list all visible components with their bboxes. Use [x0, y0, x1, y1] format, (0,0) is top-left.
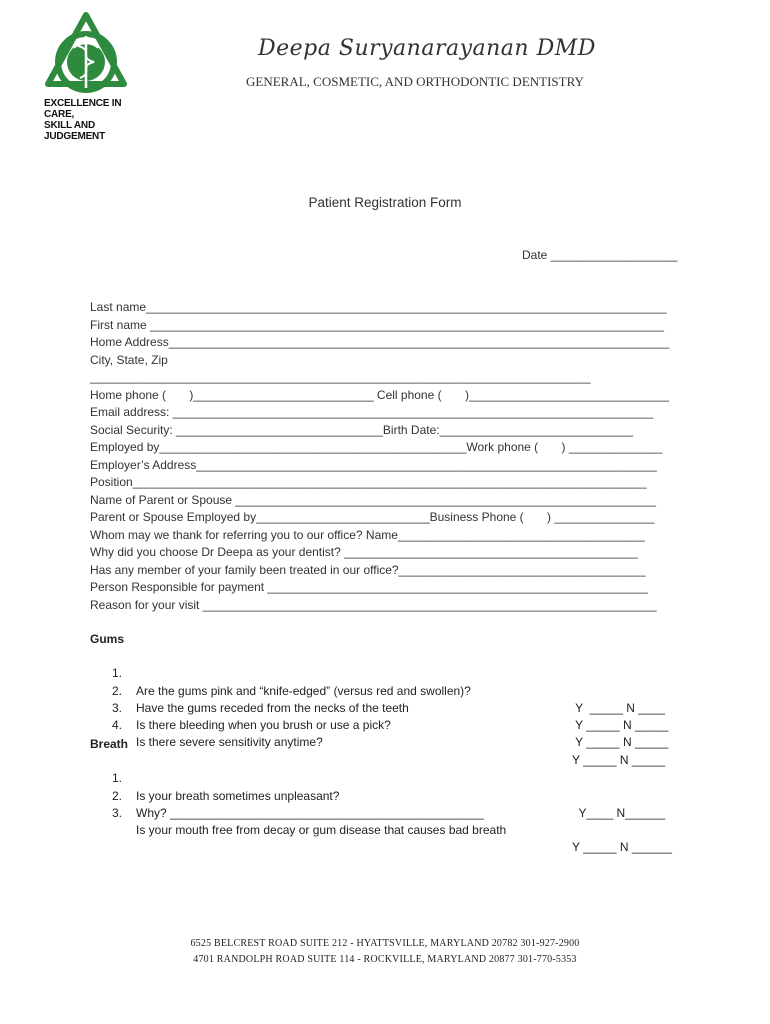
- question-text: Are the gums pink and “knife-edged” (versus red and swollen)?: [136, 683, 471, 698]
- doctor-name: Deepa Suryanarayanan DMD: [258, 36, 596, 61]
- address-line-hyattsville: 6525 BELCREST ROAD SUITE 212 - HYATTSVILLE, MARYLAND 20782 301-927-2900: [190, 938, 580, 949]
- first-name-field[interactable]: First name _____________________________________________________________________________: [90, 317, 664, 332]
- registration-fields: [90, 299, 669, 614]
- question-text: Is there severe sensitivity anytime?: [136, 735, 323, 750]
- employer-field[interactable]: Employed by______________________________________________Work phone ( ) ______________: [90, 440, 663, 454]
- address-line-rockville: 4701 RANDOLPH ROAD SUITE 114 - ROCKVILLE, MARYLAND 20877 301-770-5353: [193, 953, 577, 965]
- email-field[interactable]: Email address: ________________________________________________________________________: [90, 405, 654, 419]
- choice-reason-field[interactable]: Why did you choose Dr Deepa as your dentist? ____________________________________________: [90, 545, 638, 559]
- phone-field[interactable]: Home phone ( )___________________________ Cell phone ( )______________________________: [90, 387, 670, 402]
- yes-no-answer[interactable]: Y _____ N _____: [572, 718, 669, 733]
- yes-no-answer[interactable]: Y _____ N _____: [572, 735, 669, 750]
- form-title: Patient Registration Form: [308, 195, 462, 210]
- caduceus-logo-icon: [44, 12, 128, 98]
- last-name-field[interactable]: Last name______________________________________________________________________________: [90, 300, 667, 314]
- breath-title: Breath: [90, 737, 129, 751]
- referral-field[interactable]: Whom may we thank for referring you to our office? Name_____________________________________: [90, 527, 645, 542]
- logo-caption-line: EXCELLENCE IN CARE,: [44, 98, 122, 120]
- gums-title: Gums: [90, 632, 125, 646]
- question-text: Is your mouth free from decay or gum disease that causes bad breath: [136, 823, 507, 838]
- employer-address-field[interactable]: Employer’s Address_____________________________________________________________________: [90, 457, 657, 472]
- why-field[interactable]: Why? _______________________________________________: [136, 805, 484, 820]
- question-number: 2.: [112, 683, 123, 698]
- logo-caption: [44, 98, 154, 142]
- parent-spouse-employer-field[interactable]: Parent or Spouse Employed by__________________________Business Phone ( ) _______________: [90, 510, 655, 524]
- city-state-zip-label: City, State, Zip: [90, 352, 168, 367]
- question-number: 1.: [112, 771, 123, 786]
- yes-no-answer[interactable]: Y _____ N _____: [572, 752, 666, 767]
- family-treated-field[interactable]: Has any member of your family been treated in our office?_____________________________________: [90, 562, 646, 577]
- office-addresses: [0, 936, 770, 967]
- question-number: 1.: [112, 666, 123, 681]
- ssn-birthdate-field[interactable]: Social Security: _______________________________Birth Date:_____________________________: [90, 422, 634, 437]
- payment-responsible-field[interactable]: Person Responsible for payment _________________________________________________________: [90, 580, 648, 594]
- practice-type: GENERAL, COSMETIC, AND ORTHODONTIC DENTISTRY: [246, 74, 584, 89]
- city-state-zip-field[interactable]: ___________________________________________________________________________: [90, 370, 591, 384]
- question-number: 4.: [112, 718, 123, 733]
- question-number: 3.: [112, 700, 123, 715]
- yes-no-answer[interactable]: Y _____ N ____: [572, 700, 665, 715]
- yes-no-answer[interactable]: Y _____ N ______: [572, 840, 672, 855]
- question-text: Is your breath sometimes unpleasant?: [136, 788, 340, 803]
- breath-section: [90, 735, 680, 855]
- position-field[interactable]: Position_____________________________________________________________________________: [90, 475, 647, 489]
- practice-logo: [44, 12, 154, 142]
- question-text: Have the gums receded from the necks of the teeth: [136, 700, 409, 715]
- home-address-field[interactable]: Home Address___________________________________________________________________________: [90, 335, 670, 349]
- parent-spouse-name-field[interactable]: Name of Parent or Spouse _______________________________________________________________: [90, 492, 656, 507]
- question-number: 3.: [112, 805, 123, 820]
- logo-caption-line: SKILL AND JUDGEMENT: [44, 120, 105, 142]
- yes-no-answer[interactable]: Y____ N______: [572, 805, 666, 820]
- date-field[interactable]: Date ___________________: [522, 248, 678, 262]
- visit-reason-field[interactable]: Reason for your visit ____________________________________________________________________: [90, 597, 657, 612]
- question-number: 2.: [112, 788, 123, 803]
- question-text: Is there bleeding when you brush or use a pick?: [136, 718, 391, 733]
